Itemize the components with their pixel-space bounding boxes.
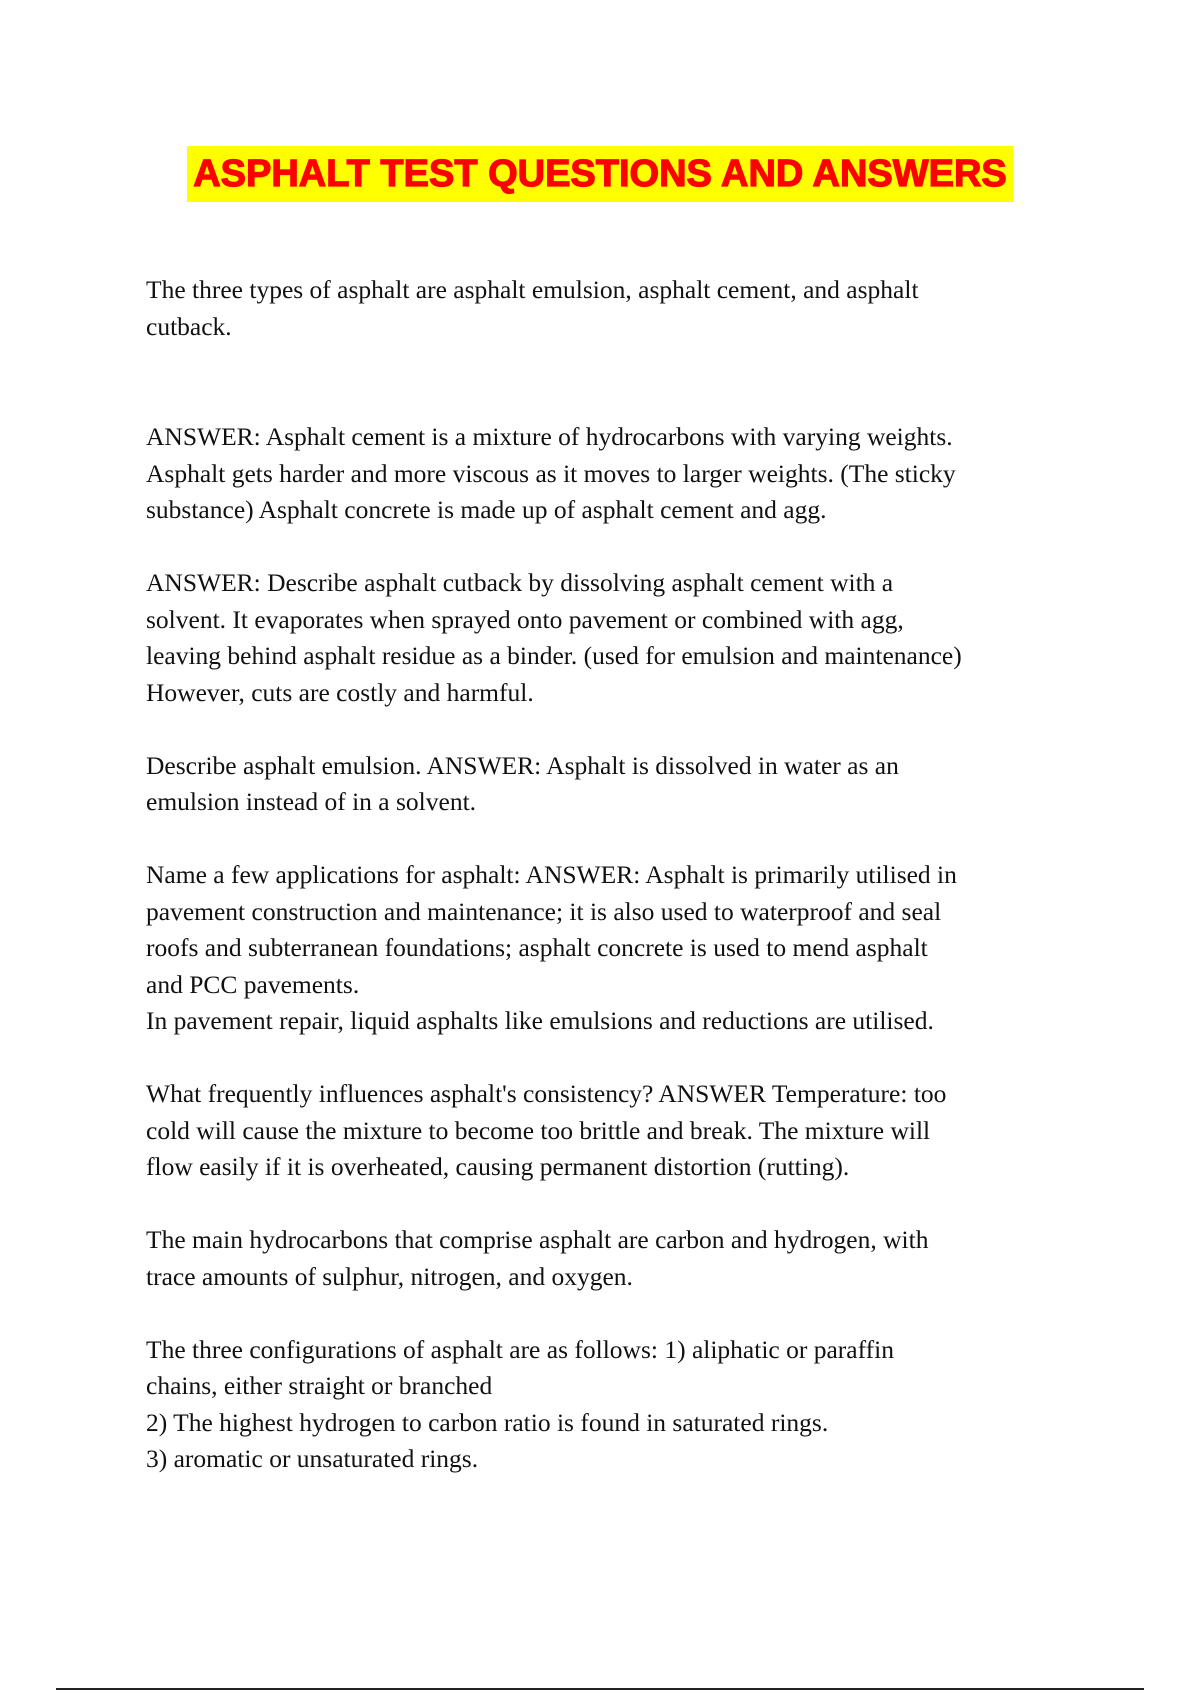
text-line: The three types of asphalt are asphalt emulsion, asphalt cement, and asphalt	[146, 275, 919, 304]
text-line: and PCC pavements.	[146, 969, 360, 999]
document-body	[146, 272, 1076, 1478]
paragraph-asphalt-consistency	[146, 1076, 1076, 1186]
text-line: Describe asphalt emulsion. ANSWER: Asphalt is dissolved in water as an	[146, 750, 899, 780]
title-container	[0, 146, 1200, 202]
text-line: The main hydrocarbons that comprise asphalt are carbon and hydrogen, with	[146, 1225, 929, 1254]
paragraph-asphalt-cement	[146, 419, 1076, 529]
document-title: ASPHALT TEST QUESTIONS AND ANSWERS	[187, 146, 1013, 202]
text-line: In pavement repair, liquid asphalts like emulsions and reductions are utilised.	[146, 1006, 934, 1035]
paragraph-types-of-asphalt	[146, 272, 1076, 345]
text-line: trace amounts of sulphur, nitrogen, and oxygen.	[146, 1261, 633, 1291]
text-line: The three configurations of asphalt are as follows: 1) aliphatic or paraffin	[146, 1334, 894, 1364]
paragraph-asphalt-configurations	[146, 1332, 1076, 1478]
text-line: However, cuts are costly and harmful.	[146, 677, 534, 707]
text-line: 3) aromatic or unsaturated rings.	[146, 1444, 479, 1473]
text-line: ANSWER: Asphalt cement is a mixture of hydrocarbons with varying weights.	[146, 422, 953, 451]
footer-divider	[56, 1688, 1144, 1690]
text-line: chains, either straight or branched	[146, 1371, 493, 1400]
text-line: Asphalt gets harder and more viscous as it moves to larger weights. (The sticky	[146, 458, 956, 488]
paragraph-asphalt-applications	[146, 857, 1076, 1040]
paragraph-asphalt-hydrocarbons	[146, 1222, 1076, 1295]
text-line: leaving behind asphalt residue as a binder. (used for emulsion and maintenance)	[146, 641, 962, 670]
paragraph-asphalt-cutback	[146, 565, 1076, 711]
text-line: emulsion instead of in a solvent.	[146, 787, 477, 816]
text-line: substance) Asphalt concrete is made up of asphalt cement and agg.	[146, 495, 827, 524]
text-line: flow easily if it is overheated, causing permanent distortion (rutting).	[146, 1152, 850, 1181]
text-line: cold will cause the mixture to become too brittle and break. The mixture will	[146, 1115, 931, 1145]
text-line: Name a few applications for asphalt: ANSWER: Asphalt is primarily utilised in	[146, 860, 957, 889]
paragraph-asphalt-emulsion	[146, 748, 1076, 821]
text-line: cutback.	[146, 311, 232, 341]
text-line: 2) The highest hydrogen to carbon ratio is found in saturated rings.	[146, 1407, 829, 1437]
text-line: roofs and subterranean foundations; asphalt concrete is used to mend asphalt	[146, 933, 928, 962]
text-line: solvent. It evaporates when sprayed onto pavement or combined with agg,	[146, 604, 904, 634]
text-line: What frequently influences asphalt's consistency? ANSWER Temperature: too	[146, 1079, 947, 1108]
text-line: ANSWER: Describe asphalt cutback by dissolving asphalt cement with a	[146, 568, 894, 597]
text-line: pavement construction and maintenance; it is also used to waterproof and seal	[146, 896, 942, 926]
